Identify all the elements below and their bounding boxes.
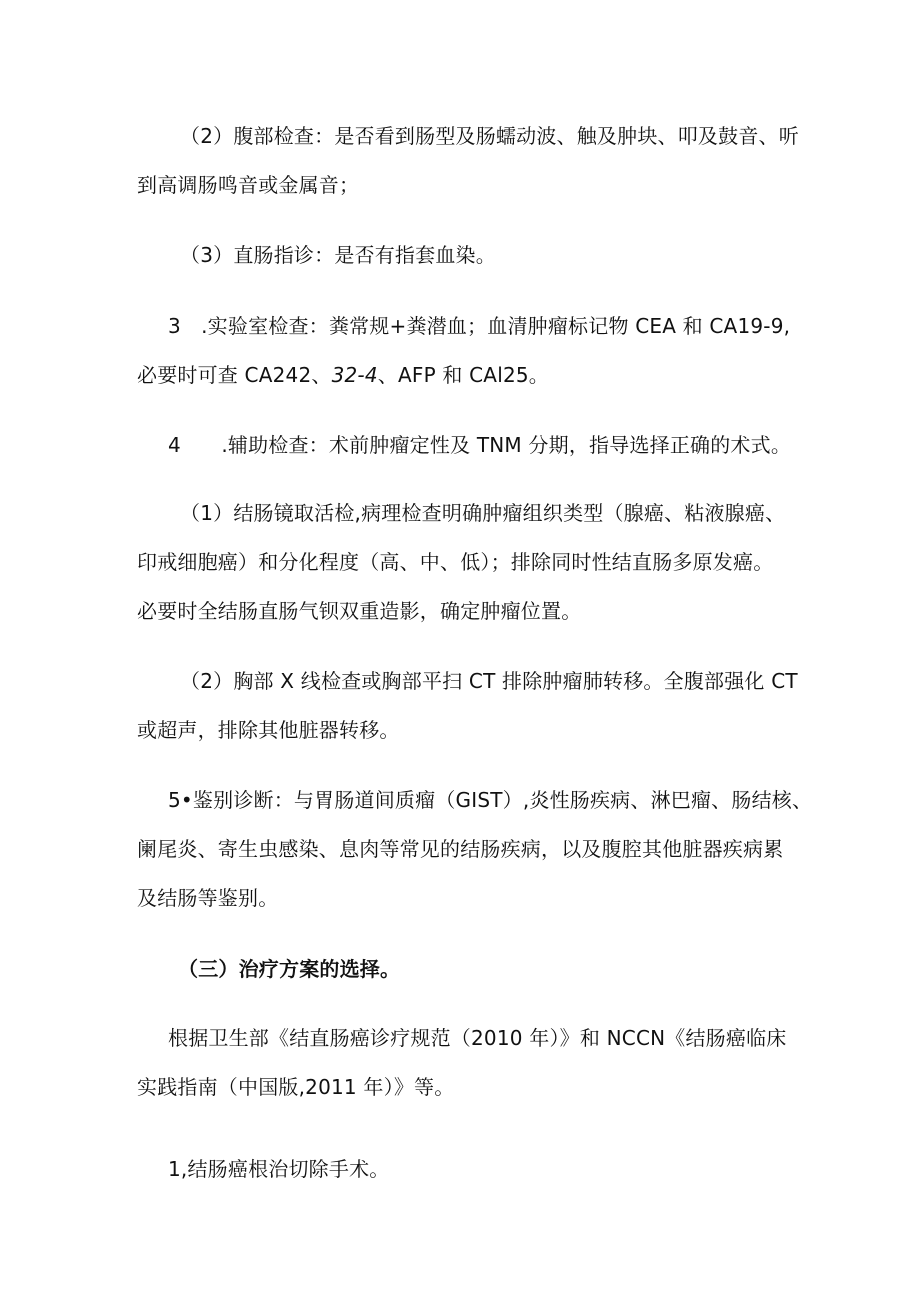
differential-line-2: 阑尾炎、寄生虫感染、息肉等常见的结肠疾病，以及腹腔其他脏器疾病累	[137, 837, 784, 861]
colonoscopy-line-2: 印戒细胞癌）和分化程度（高、中、低）；排除同时性结直肠多原发癌。	[137, 550, 774, 574]
chest-xray-line-1: （2）胸部 X 线检查或胸部平扫 CT 排除肿瘤肺转移。全腹部强化 CT	[180, 669, 798, 693]
section-title: （三）治疗方案的选择。	[178, 957, 401, 981]
chest-xray-line-2: 或超声，排除其他脏器转移。	[137, 718, 400, 742]
colonoscopy-line-3: 必要时全结肠直肠气钡双重造影，确定肿瘤位置。	[137, 599, 582, 623]
abdominal-exam-line-2: 到高调肠鸣音或金属音；	[137, 173, 360, 197]
abdominal-exam-line-1: （2）腹部检查：是否看到肠型及肠蠕动波、触及肿块、叩及鼓音、听	[180, 124, 799, 148]
lab-exam-italic-marker: 32-4	[331, 363, 378, 387]
guidelines-line-1: 根据卫生部《结直肠癌诊疗规范（2010 年）》和 NCCN《结肠癌临床	[168, 1026, 787, 1050]
lab-exam-line-1: 3 .实验室检查：粪常规+粪潜血；血清肿瘤标记物 CEA 和 CA19-9,	[168, 314, 791, 338]
surgery-paragraph: 1,结肠癌根治切除手术。	[168, 1157, 390, 1181]
differential-line-3: 及结肠等鉴别。	[137, 886, 279, 910]
lab-exam-line-2-start: 必要时可查 CA242、	[137, 363, 332, 387]
lab-exam-line-2-end: 、AFP 和 CAl25。	[377, 363, 549, 387]
guidelines-line-2: 实践指南（中国版,2011 年）》等。	[137, 1075, 455, 1099]
colonoscopy-line-1: （1）结肠镜取活检,病理检查明确肿瘤组织类型（腺癌、粘液腺癌、	[180, 501, 786, 525]
aux-exam-paragraph: 4 .辅助检查：术前肿瘤定性及 TNM 分期，指导选择正确的术式。	[168, 433, 792, 457]
rectal-exam-paragraph: （3）直肠指诊：是否有指套血染。	[180, 243, 496, 267]
lab-exam-line-2	[137, 361, 549, 389]
differential-line-1: 5•鉴别诊断：与胃肠道间质瘤（GIST）,炎性肠疾病、淋巴瘤、肠结核、	[168, 788, 813, 812]
